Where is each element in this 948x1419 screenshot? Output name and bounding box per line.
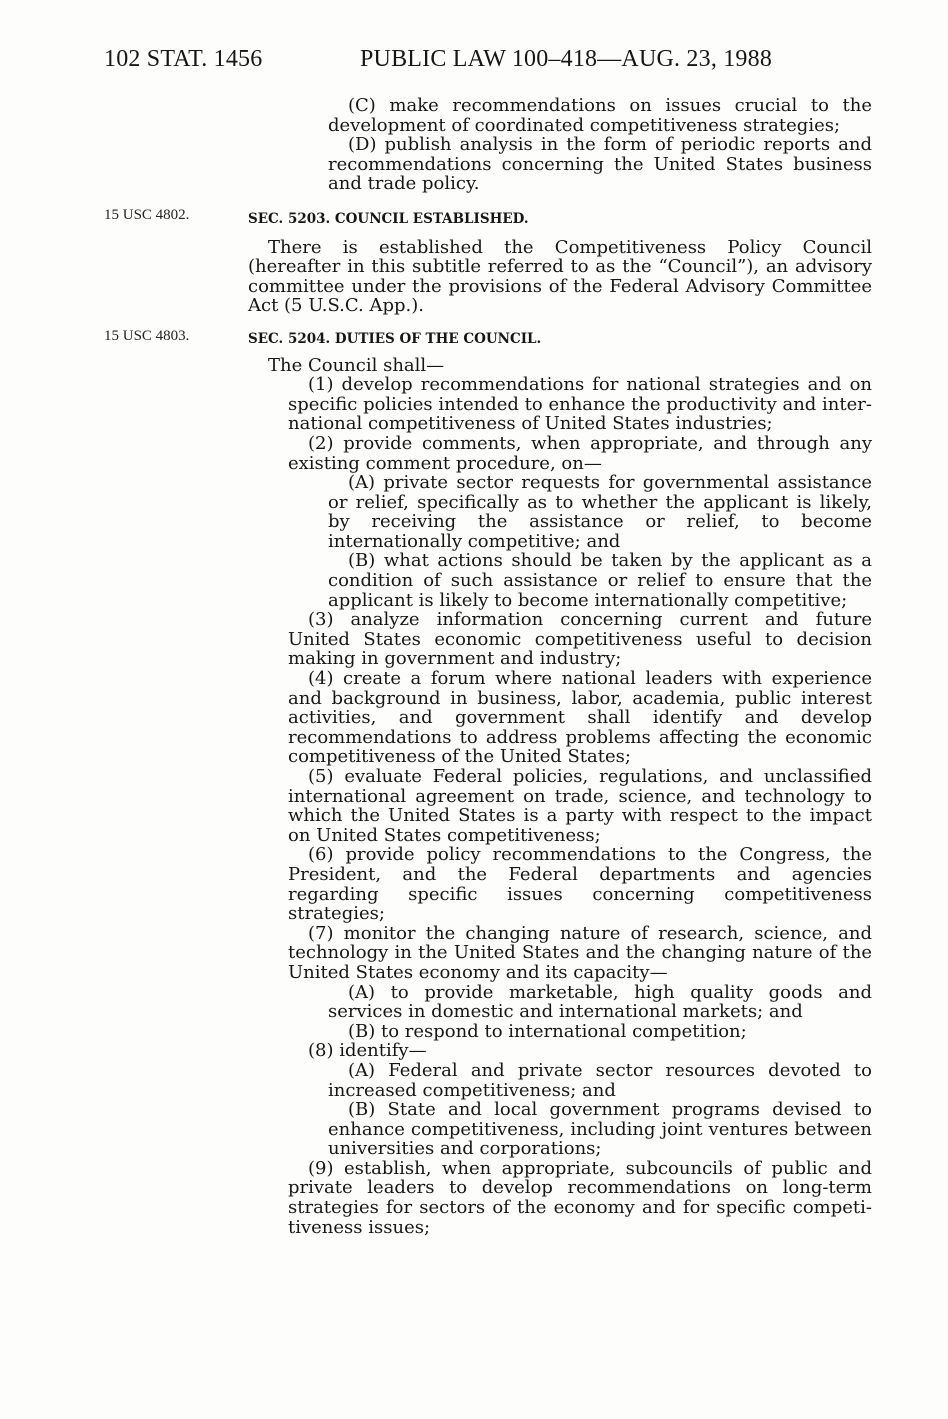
duty-5: (5) evaluate Federal policies, regulations, and unclassified international agreement on trade, science, and technology to which the United States is a party with respect to the impact on United States competitiveness; xyxy=(288,766,872,846)
duty-8: (8) identify— xyxy=(308,1040,427,1062)
duty-2: (2) provide comments, when appropriate, and through any existing comment procedure, on— xyxy=(288,432,872,474)
section-5203-text: There is established the Competitiveness Policy Council (hereafter in this subtitle referred to as the “Council”), an advisory committee under the provisions of the Federal Advisory Committee Act (5 U.S.C. App.). xyxy=(248,236,872,317)
duty-2b: (B) what actions should be taken by the applicant as a condition of such assistance or relief to ensure that the applicant is likely to become internationally competitive; xyxy=(328,550,872,611)
duty-3: (3) analyze information concerning current and future United States economic competitiveness useful to decision making in government and industry; xyxy=(288,609,872,670)
duty-7a: (A) to provide marketable, high quality goods and services in domestic and international markets; and xyxy=(328,981,872,1023)
section-5203-heading: SEC. 5203. COUNCIL ESTABLISHED. xyxy=(248,210,529,227)
section-5204-heading: SEC. 5204. DUTIES OF THE COUNCIL. xyxy=(248,330,542,347)
duty-2a: (A) private sector requests for governmental assistance or relief, specifically as to whether the applicant is likely, by receiving the assistance or relief, to become internationally competitive; and xyxy=(328,472,872,552)
duty-4: (4) create a forum where national leaders with experience and background in business, labor, academia, public interest activities, and government shall identify and develop recommendations to address problems affecting the economic competitiveness of the United States; xyxy=(288,668,872,768)
duty-9: (9) establish, when appropriate, subcouncils of public and private leaders to develop recommendations on long-term strategies for sectors of the economy and for specific competitiveness issues; xyxy=(288,1157,872,1238)
stat-page-citation: 102 STAT. 1456 xyxy=(104,46,263,72)
public-law-header: PUBLIC LAW 100–418—AUG. 23, 1988 xyxy=(360,46,773,72)
item-d: (D) publish analysis in the form of periodic reports and recommendations concerning the United States business and trade policy. xyxy=(328,134,872,195)
section-5204-lead: The Council shall— xyxy=(268,354,445,376)
duty-7b: (B) to respond to international competition; xyxy=(348,1020,747,1042)
duty-6: (6) provide policy recommendations to the Congress, the President, and the Federal departments and agencies regarding specific issues concerning competitiveness strategies; xyxy=(288,844,872,925)
duty-8b: (B) State and local government programs devised to enhance competitiveness, including joint ventures between universities and corporations; xyxy=(328,1099,872,1160)
usc-margin-note-4802: 15 USC 4802. xyxy=(104,207,190,223)
item-c: (C) make recommendations on issues crucial to the development of coordinated competitiveness strategies; xyxy=(328,95,872,136)
duty-8a: (A) Federal and private sector resources devoted to increased competitiveness; and xyxy=(328,1059,872,1101)
statute-body xyxy=(248,96,872,1237)
usc-margin-note-4803: 15 USC 4803. xyxy=(104,328,190,344)
duty-1: (1) develop recommendations for national strategies and on specific policies intended to enhance the productivity and international competitiveness of United States industries; xyxy=(288,374,872,435)
duty-7: (7) monitor the changing nature of research, science, and technology in the United States and the changing nature of the United States economy and its capacity— xyxy=(288,922,872,983)
